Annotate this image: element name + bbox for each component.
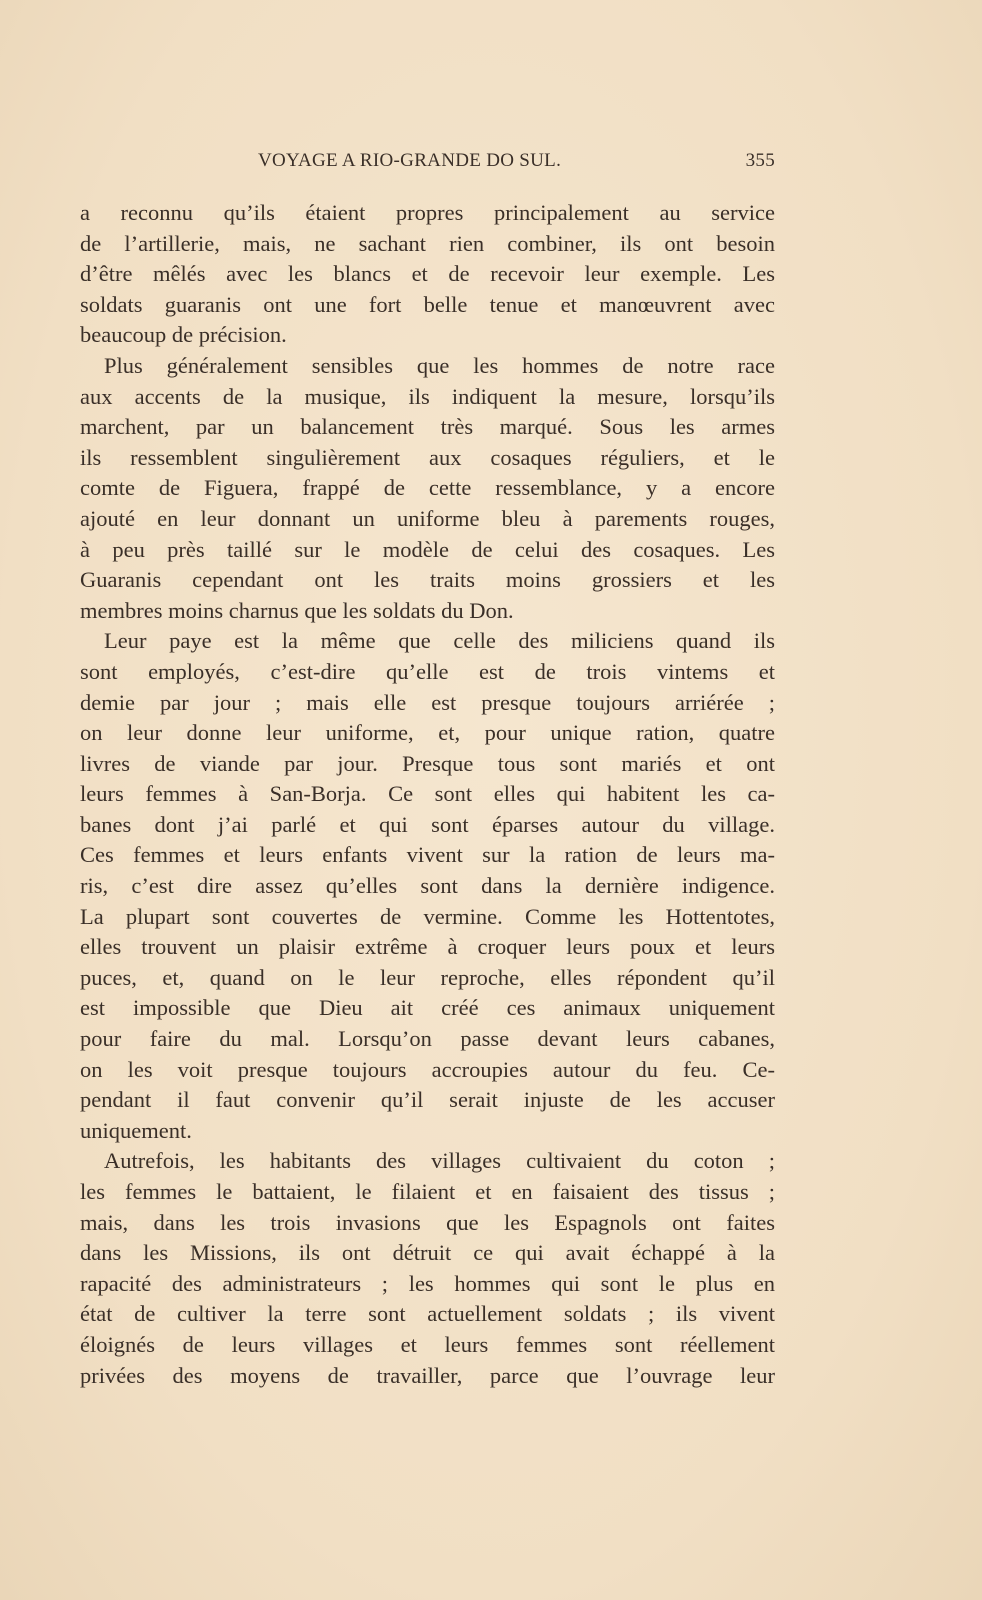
text-line: ris, c’est dire assez qu’elles sont dans la dernière indigence. <box>80 873 775 899</box>
text-line: dans les Missions, ils ont détruit ce qui avait échappé à la <box>80 1240 775 1266</box>
paragraph <box>80 198 775 351</box>
text-line: éloignés de leurs villages et leurs femmes sont réellement <box>80 1331 775 1357</box>
paragraph <box>80 351 775 626</box>
paragraph <box>80 626 775 1146</box>
page-number: 355 <box>745 150 775 171</box>
text-line: demie par jour ; mais elle est presque toujours arriérée ; <box>80 689 775 715</box>
text-line: Guaranis cependant ont les traits moins grossiers et les <box>80 567 775 593</box>
text-line: Autrefois, les habitants des villages cultivaient du coton ; <box>104 1148 775 1174</box>
text-line: les femmes le battaient, le filaient et en faisaient des tissus ; <box>80 1179 775 1204</box>
text-line: Ces femmes et leurs enfants vivent sur la ration de leurs ma- <box>80 842 775 868</box>
text-line: aux accents de la musique, ils indiquent la mesure, lorsqu’ils <box>80 383 775 409</box>
text-line: Plus généralement sensibles que les hommes de notre race <box>104 352 775 378</box>
text-line: d’être mêlés avec les blancs et de recevoir leur exemple. Les <box>80 261 775 287</box>
text-line: soldats guaranis ont une fort belle tenue et manœuvrent avec <box>80 291 775 317</box>
text-line: banes dont j’ai parlé et qui sont éparses autour du village. <box>80 811 775 837</box>
text-line: La plupart sont couvertes de vermine. Comme les Hottentotes, <box>80 903 775 929</box>
text-line: à peu près taillé sur le modèle de celui des cosaques. Les <box>80 536 775 562</box>
text-line: comte de Figuera, frappé de cette ressemblance, y a encore <box>80 475 775 501</box>
body-text <box>80 198 775 1391</box>
text-line: sont employés, c’est-dire qu’elle est de trois vintems et <box>80 658 775 684</box>
text-line: on les voit presque toujours accroupies autour du feu. Ce- <box>80 1056 775 1082</box>
text-line: état de cultiver la terre sont actuellement soldats ; ils vivent <box>80 1301 775 1327</box>
text-line: de l’artillerie, mais, ne sachant rien combiner, ils ont besoin <box>80 230 775 256</box>
text-line: elles trouvent un plaisir extrême à croquer leurs poux et leurs <box>80 934 775 960</box>
running-head <box>80 150 775 174</box>
text-line: livres de viande par jour. Presque tous sont mariés et ont <box>80 750 775 776</box>
text-line: beaucoup de précision. <box>80 322 287 348</box>
text-line: leurs femmes à San-Borja. Ce sont elles qui habitent les ca- <box>80 781 775 807</box>
text-line: marchent, par un balancement très marqué. Sous les armes <box>80 414 775 440</box>
text-line: pour faire du mal. Lorsqu’on passe devant leurs cabanes, <box>80 1026 775 1052</box>
text-line: rapacité des administrateurs ; les hommes qui sont le plus en <box>80 1270 775 1296</box>
running-title: VOYAGE A RIO-GRANDE DO SUL. <box>258 150 562 171</box>
text-line: Leur paye est la même que celle des miliciens quand ils <box>104 628 775 654</box>
text-line: on leur donne leur uniforme, et, pour unique ration, quatre <box>80 720 775 746</box>
text-line: membres moins charnus que les soldats du Don. <box>80 597 514 623</box>
text-line: ils ressemblent singulièrement aux cosaques réguliers, et le <box>80 444 775 470</box>
text-line: puces, et, quand on le leur reproche, elles répondent qu’il <box>80 964 775 990</box>
text-line: privées des moyens de travailler, parce que l’ouvrage leur <box>80 1362 775 1388</box>
paragraph <box>80 1146 775 1391</box>
text-line: est impossible que Dieu ait créé ces animaux uniquement <box>80 995 775 1021</box>
text-line: uniquement. <box>80 1117 192 1143</box>
text-line: a reconnu qu’ils étaient propres principalement au service <box>80 200 775 225</box>
text-line: mais, dans les trois invasions que les Espagnols ont faites <box>80 1209 775 1235</box>
text-line: ajouté en leur donnant un uniforme bleu à parements rouges, <box>80 505 775 531</box>
text-line: pendant il faut convenir qu’il serait injuste de les accuser <box>80 1087 775 1113</box>
